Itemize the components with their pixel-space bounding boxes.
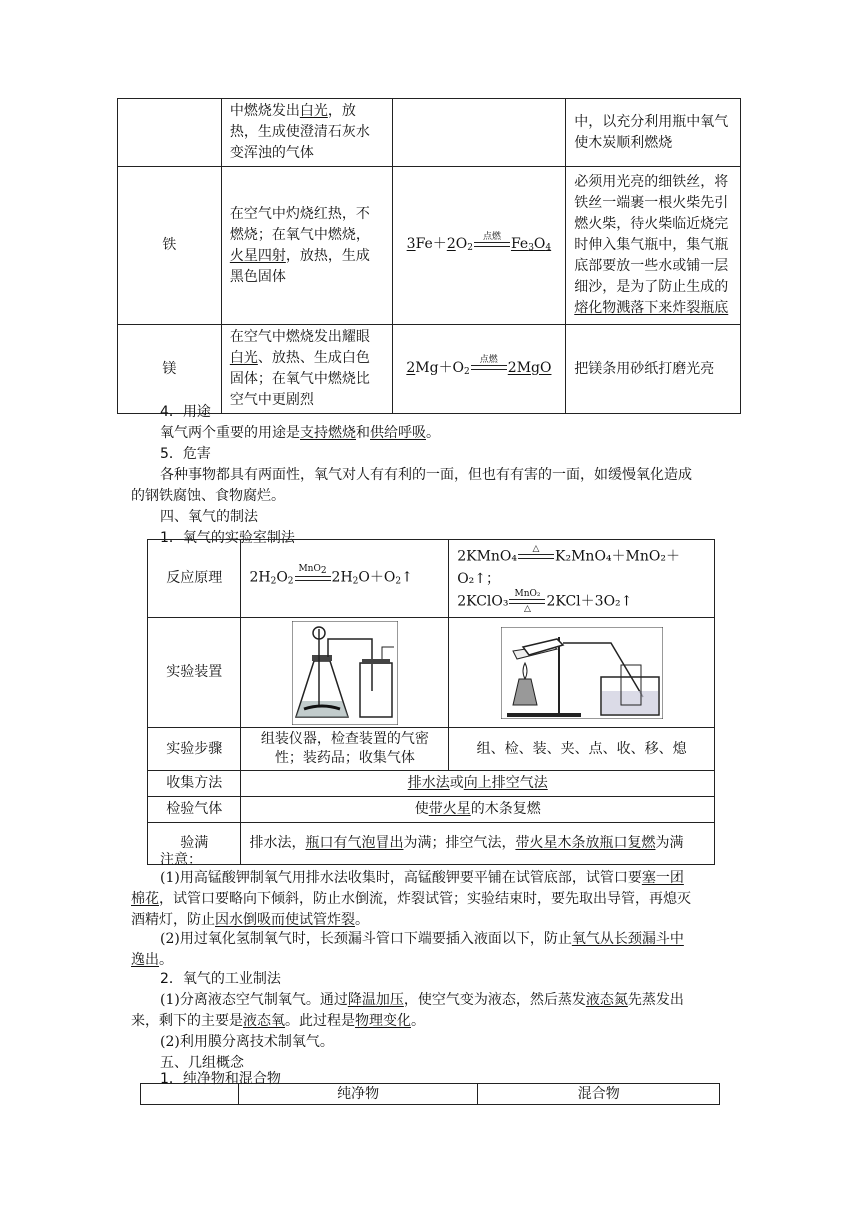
notes-title: 注意：: [160, 852, 202, 868]
hazard-line-2: 的钢铁腐蚀、食物腐烂。: [131, 488, 285, 504]
gas-test: 使带火星的木条复燃: [241, 797, 715, 823]
industrial-line-3: (2)利用膜分离技术制氧气。: [160, 1034, 334, 1050]
section-title-hazard: 5．危害: [160, 446, 211, 462]
section-title-uses: 4．用途: [160, 404, 211, 420]
note-1-line-1: (1)用高锰酸钾制氧气用排水法收集时，高锰酸钾要平铺在试管底部，试管口要塞一团: [160, 870, 684, 886]
reaction-table: [117, 98, 741, 414]
table-row: [148, 618, 715, 728]
element-name: [118, 99, 222, 167]
kmno4-apparatus-image: [501, 627, 663, 719]
note-2-line-2: 逸出。: [131, 952, 173, 968]
blank-header: [141, 1084, 239, 1105]
phenomenon-cell: 在空气中灼烧红热，不燃烧；在氧气中燃烧，火星四射，放热，生成黑色固体: [221, 167, 392, 325]
subsection-pure-mixture: 1．纯净物和混合物: [160, 1071, 281, 1087]
hazard-line-1: 各种事物都具有两面性，氧气对人有有利的一面，但也有有害的一面，如缓慢氧化造成: [160, 467, 692, 483]
table-row: [118, 167, 741, 325]
mg-equation: $2Mg+O_2$ 点燃 2MgO: [406, 355, 552, 377]
subsection-lab-method: 1．氧气的实验室制法: [160, 530, 295, 546]
table-row: [148, 540, 715, 618]
header-pure: 纯净物: [238, 1084, 478, 1105]
subsection-industrial: 2．氧气的工业制法: [160, 971, 281, 987]
note-cell: 中，以充分利用瓶中氧气使木炭顺利燃烧: [566, 99, 741, 167]
table-row: [118, 99, 741, 167]
note-cell: 把镁条用砂纸打磨光亮: [566, 325, 741, 414]
section-title-preparation: 四、氧气的制法: [160, 509, 258, 525]
table-row: [148, 771, 715, 797]
table-row: [148, 797, 715, 823]
table-row: [141, 1084, 720, 1105]
kmno4-apparatus-cell: [449, 618, 715, 728]
row-label: 实验装置: [148, 618, 241, 728]
element-name: 铁: [118, 167, 222, 325]
row-label: 反应原理: [148, 540, 241, 618]
phenomenon-cell: 中燃烧发出白光，放热，生成使澄清石灰水变浑浊的气体: [221, 99, 392, 167]
h2o2-apparatus-image: [292, 621, 398, 725]
collect-method: 排水法或向上排空气法: [241, 771, 715, 797]
steps-kmno4: 组、检、装、夹、点、收、移、熄: [449, 728, 715, 771]
table-row: [148, 728, 715, 771]
steps-h2o2: 组装仪器，检查装置的气密性；装药品；收集气体: [241, 728, 449, 771]
row-label: 检验气体: [148, 797, 241, 823]
h2o2-apparatus-cell: [241, 618, 449, 728]
phenomenon-cell: 在空气中燃烧发出耀眼白光、放热、生成白色固体；在氧气中燃烧比空气中更剧烈: [221, 325, 392, 414]
header-mixture: 混合物: [478, 1084, 720, 1105]
element-name: 镁: [118, 325, 222, 414]
industrial-line-1: (1)分离液态空气制氧气。通过降温加压，使空气变为液态，然后蒸发液态氮先蒸发出: [160, 992, 684, 1008]
h2o2-equation: $2H_2O_2$ MnO2 $2H_2O+O_2↑$: [241, 540, 449, 618]
full-check: 排水法，瓶口有气泡冒出为满；排空气法，带火星木条放瓶口复燃为满: [241, 823, 715, 865]
equation-cell: [392, 325, 566, 414]
iron-equation: $3Fe+2O_2$ 点燃 $Fe_3O_4$: [406, 231, 552, 254]
section-title-concepts: 五、几组概念: [160, 1055, 244, 1071]
uses-text: 氧气两个重要的用途是支持燃烧和供给呼吸。: [160, 425, 440, 441]
row-label: 验满: [148, 823, 241, 865]
equation-cell: [392, 167, 566, 325]
industrial-line-2: 来，剩下的主要是液态氧。此过程是物理变化。: [131, 1013, 425, 1029]
row-label: 实验步骤: [148, 728, 241, 771]
note-2-line-1: (2)用过氧化氢制氧气时，长颈漏斗管口下端要插入液面以下，防止氧气从长颈漏斗中: [160, 931, 684, 947]
equation-cell: [392, 99, 566, 167]
kmno4-kclo3-equations: 2KMnO₄ △ K₂MnO₄＋MnO₂＋ O₂↑； 2KClO₃ MnO₂ △ 2KCl＋3O₂↑: [449, 540, 715, 618]
note-cell: 必须用光亮的细铁丝，将铁丝一端裹一根火柴先引燃火柴，待火柴临近烧完时伸入集气瓶中，集气瓶底部要放一些水或铺一层细沙，是为了防止生成的熔化物溅落下来炸裂瓶底: [566, 167, 741, 325]
lab-prep-table: [147, 539, 715, 865]
table-row: [118, 325, 741, 414]
row-label: 收集方法: [148, 771, 241, 797]
note-1-line-3: 酒精灯，防止因水倒吸而使试管炸裂。: [131, 912, 369, 928]
pure-mixture-table: [140, 1083, 720, 1105]
note-1-line-2: 棉花，试管口要略向下倾斜，防止水倒流，炸裂试管；实验结束时，要先取出导管，再熄灭: [131, 891, 691, 907]
